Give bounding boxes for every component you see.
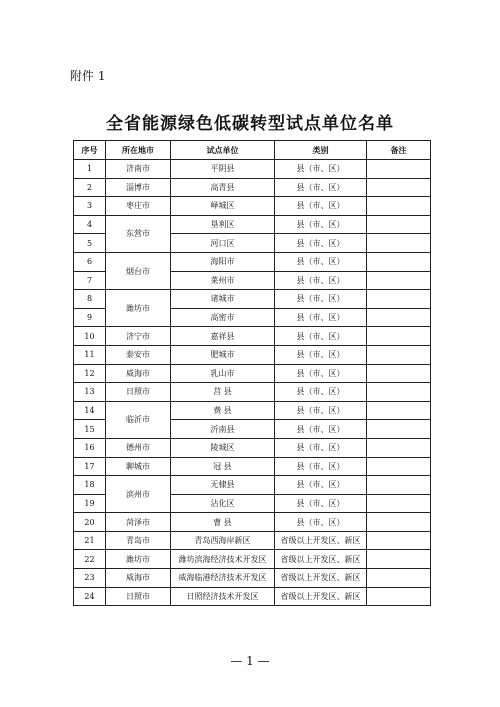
note-cell — [367, 271, 431, 290]
table-header — [74, 141, 431, 160]
unit-cell: 无棣县 — [171, 476, 275, 495]
city-cell: 日照市 — [106, 587, 171, 606]
note-cell — [367, 383, 431, 402]
category-cell: 省级以上开发区、新区 — [275, 550, 367, 569]
row-number: 6 — [74, 252, 106, 271]
unit-cell: 威海临港经济技术开发区 — [171, 569, 275, 588]
unit-cell: 河口区 — [171, 234, 275, 253]
table-row — [74, 383, 431, 402]
unit-cell: 莒 县 — [171, 383, 275, 402]
unit-cell: 垦利区 — [171, 215, 275, 234]
row-number: 9 — [74, 308, 106, 327]
note-cell — [367, 587, 431, 606]
city-cell: 烟台市 — [106, 252, 171, 289]
city-cell: 德州市 — [106, 438, 171, 457]
table-row — [74, 513, 431, 532]
unit-cell: 肥城市 — [171, 345, 275, 364]
note-cell — [367, 345, 431, 364]
unit-cell: 沾化区 — [171, 494, 275, 513]
row-number: 7 — [74, 271, 106, 290]
unit-cell: 平阴县 — [171, 160, 275, 179]
unit-cell: 青岛西海岸新区 — [171, 531, 275, 550]
header-row — [74, 141, 431, 160]
category-cell: 县（市、区） — [275, 308, 367, 327]
category-cell: 县（市、区） — [275, 476, 367, 495]
unit-cell: 乳山市 — [171, 364, 275, 383]
unit-cell: 曹 县 — [171, 513, 275, 532]
city-cell: 潍坊市 — [106, 550, 171, 569]
note-cell — [367, 327, 431, 346]
row-number: 4 — [74, 215, 106, 234]
table-row — [74, 457, 431, 476]
row-number: 20 — [74, 513, 106, 532]
document-title: 全省能源绿色低碳转型试点单位名单 — [106, 114, 394, 134]
note-cell — [367, 178, 431, 197]
category-cell: 县（市、区） — [275, 513, 367, 532]
unit-cell: 高青县 — [171, 178, 275, 197]
note-cell — [367, 160, 431, 179]
header-note: 备注 — [367, 141, 431, 160]
city-cell: 潍坊市 — [106, 290, 171, 327]
table-row — [74, 252, 431, 271]
header-unit: 试点单位 — [171, 141, 275, 160]
category-cell: 县（市、区） — [275, 364, 367, 383]
unit-cell: 费 县 — [171, 401, 275, 420]
category-cell: 县（市、区） — [275, 327, 367, 346]
note-cell — [367, 308, 431, 327]
row-number: 10 — [74, 327, 106, 346]
table-row — [74, 476, 431, 495]
category-cell: 县（市、区） — [275, 252, 367, 271]
category-cell: 县（市、区） — [275, 215, 367, 234]
note-cell — [367, 420, 431, 439]
city-cell: 青岛市 — [106, 531, 171, 550]
table-row — [74, 569, 431, 588]
unit-cell: 诸城市 — [171, 290, 275, 309]
note-cell — [367, 476, 431, 495]
page-number: — 1 — — [230, 654, 270, 668]
row-number: 24 — [74, 587, 106, 606]
category-cell: 县（市、区） — [275, 438, 367, 457]
note-cell — [367, 494, 431, 513]
row-number: 16 — [74, 438, 106, 457]
category-cell: 县（市、区） — [275, 160, 367, 179]
unit-cell: 嘉祥县 — [171, 327, 275, 346]
note-cell — [367, 513, 431, 532]
row-number: 14 — [74, 401, 106, 420]
note-cell — [367, 215, 431, 234]
category-cell: 县（市、区） — [275, 494, 367, 513]
row-number: 8 — [74, 290, 106, 309]
unit-cell: 潍坊滨海经济技术开发区 — [171, 550, 275, 569]
category-cell: 县（市、区） — [275, 345, 367, 364]
city-cell: 威海市 — [106, 569, 171, 588]
note-cell — [367, 457, 431, 476]
table-row — [74, 401, 431, 420]
note-cell — [367, 364, 431, 383]
row-number: 17 — [74, 457, 106, 476]
city-cell: 菏泽市 — [106, 513, 171, 532]
category-cell: 县（市、区） — [275, 401, 367, 420]
table-row — [74, 290, 431, 309]
unit-cell: 陵城区 — [171, 438, 275, 457]
city-cell: 滨州市 — [106, 476, 171, 513]
note-cell — [367, 550, 431, 569]
note-cell — [367, 197, 431, 216]
unit-cell: 日照经济技术开发区 — [171, 587, 275, 606]
unit-cell: 峄城区 — [171, 197, 275, 216]
city-cell: 威海市 — [106, 364, 171, 383]
category-cell: 县（市、区） — [275, 290, 367, 309]
table-row — [74, 215, 431, 234]
row-number: 3 — [74, 197, 106, 216]
unit-cell: 高密市 — [171, 308, 275, 327]
unit-cell: 冠 县 — [171, 457, 275, 476]
row-number: 22 — [74, 550, 106, 569]
city-cell: 临沂市 — [106, 401, 171, 438]
note-cell — [367, 401, 431, 420]
row-number: 23 — [74, 569, 106, 588]
category-cell: 省级以上开发区、新区 — [275, 569, 367, 588]
city-cell: 枣庄市 — [106, 197, 171, 216]
row-number: 11 — [74, 345, 106, 364]
category-cell: 省级以上开发区、新区 — [275, 531, 367, 550]
table-row — [74, 345, 431, 364]
table-row — [74, 160, 431, 179]
row-number: 13 — [74, 383, 106, 402]
table-body — [74, 160, 431, 606]
row-number: 18 — [74, 476, 106, 495]
city-cell: 泰安市 — [106, 345, 171, 364]
city-cell: 日照市 — [106, 383, 171, 402]
category-cell: 县（市、区） — [275, 197, 367, 216]
note-cell — [367, 531, 431, 550]
header-city: 所在地市 — [106, 141, 171, 160]
header-no: 序号 — [74, 141, 106, 160]
row-number: 1 — [74, 160, 106, 179]
city-cell: 济宁市 — [106, 327, 171, 346]
table-row — [74, 531, 431, 550]
table-row — [74, 550, 431, 569]
category-cell: 县（市、区） — [275, 383, 367, 402]
row-number: 21 — [74, 531, 106, 550]
table-row — [74, 327, 431, 346]
row-number: 19 — [74, 494, 106, 513]
category-cell: 县（市、区） — [275, 420, 367, 439]
table-row — [74, 438, 431, 457]
row-number: 2 — [74, 178, 106, 197]
row-number: 5 — [74, 234, 106, 253]
city-cell: 东营市 — [106, 215, 171, 252]
table-row — [74, 364, 431, 383]
table-row — [74, 178, 431, 197]
category-cell: 县（市、区） — [275, 178, 367, 197]
unit-cell: 莱州市 — [171, 271, 275, 290]
note-cell — [367, 252, 431, 271]
category-cell: 县（市、区） — [275, 271, 367, 290]
note-cell — [367, 290, 431, 309]
note-cell — [367, 234, 431, 253]
city-cell: 济南市 — [106, 160, 171, 179]
header-category: 类别 — [275, 141, 367, 160]
category-cell: 县（市、区） — [275, 234, 367, 253]
unit-cell: 海阳市 — [171, 252, 275, 271]
city-cell: 淄博市 — [106, 178, 171, 197]
pilot-units-table — [73, 140, 431, 606]
note-cell — [367, 569, 431, 588]
city-cell: 聊城市 — [106, 457, 171, 476]
unit-cell: 沂南县 — [171, 420, 275, 439]
row-number: 15 — [74, 420, 106, 439]
category-cell: 省级以上开发区、新区 — [275, 587, 367, 606]
table-row — [74, 197, 431, 216]
table-row — [74, 587, 431, 606]
note-cell — [367, 438, 431, 457]
row-number: 12 — [74, 364, 106, 383]
category-cell: 县（市、区） — [275, 457, 367, 476]
attachment-label: 附件 1 — [70, 69, 106, 83]
